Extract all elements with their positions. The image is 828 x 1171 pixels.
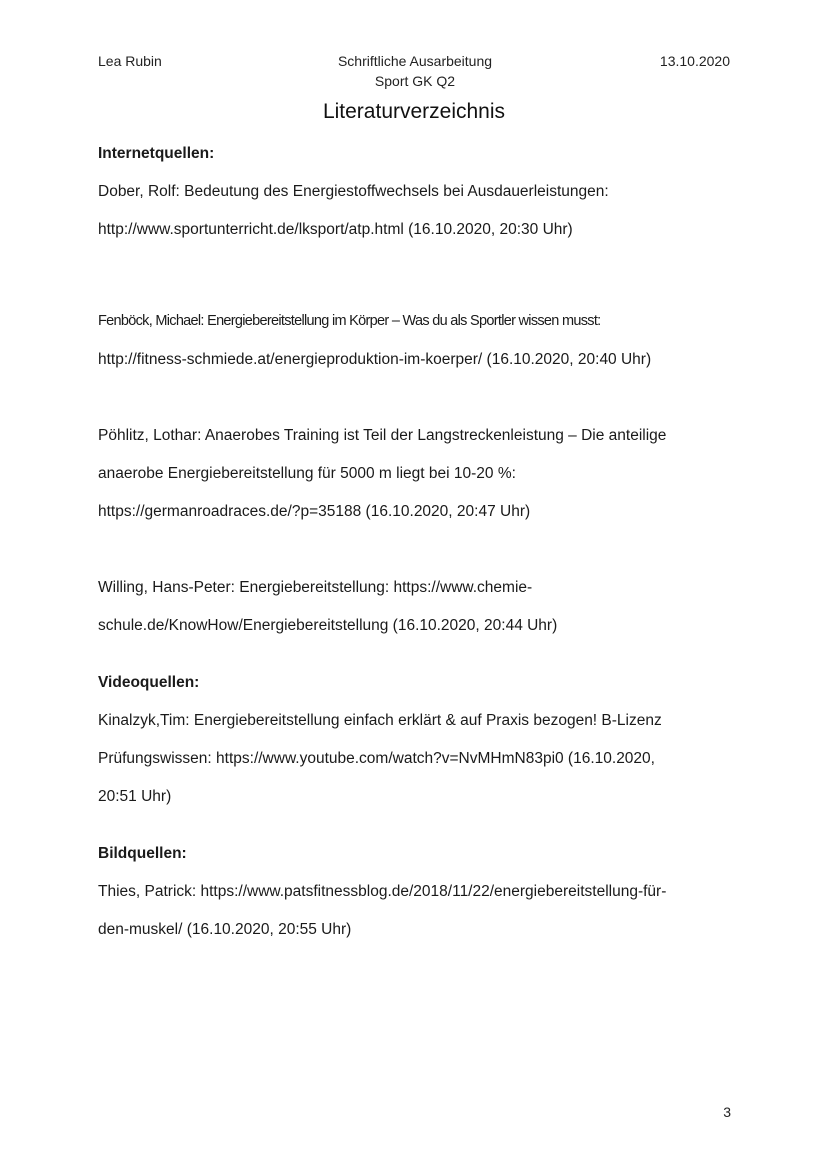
section-heading-video: Videoquellen:	[98, 674, 200, 691]
header-date: 13.10.2020	[659, 53, 730, 69]
section-image-sources	[98, 844, 738, 958]
page-number: 3	[723, 1104, 731, 1120]
entry-url-line: https://germanroadraces.de/?p=35188 (16.10.2020, 20:47 Uhr)	[98, 503, 531, 520]
entry-line: Prüfungswissen: https://www.youtube.com/watch?v=NvMHmN83pi0 (16.10.2020,	[98, 750, 655, 767]
entry-line: Thies, Patrick: https://www.patsfitnessblog.de/2018/11/22/energiebereitstellung-für-	[98, 883, 667, 900]
entry-url-line: schule.de/KnowHow/Energiebereitstellung (16.10.2020, 20:44 Uhr)	[98, 617, 558, 634]
bibliography-entry-thies	[98, 863, 738, 958]
section-internet-sources	[98, 144, 738, 654]
header-title-line1: Schriftliche Ausarbeitung	[337, 53, 493, 69]
entry-url-line: http://www.sportunterricht.de/lksport/atp.html (16.10.2020, 20:30 Uhr)	[98, 221, 573, 238]
section-heading-images: Bildquellen:	[98, 845, 187, 862]
entry-line: den-muskel/ (16.10.2020, 20:55 Uhr)	[98, 921, 352, 938]
entry-line: Dober, Rolf: Bedeutung des Energiestoffwechsels bei Ausdauerleistungen:	[98, 183, 609, 200]
header-title-line2: Sport GK Q2	[374, 73, 456, 89]
entry-line: 20:51 Uhr)	[98, 788, 172, 805]
entry-line: Fenböck, Michael: Energiebereitstellung im Körper – Was du als Sportler wissen musst:	[98, 313, 601, 329]
bibliography-entry-fenboeck	[98, 293, 738, 388]
bibliography-entry-willing	[98, 559, 738, 654]
entry-line: anaerobe Energiebereitstellung für 5000 m liegt bei 10-20 %:	[98, 465, 516, 482]
header-author: Lea Rubin	[98, 53, 162, 69]
bibliography-entry-kinalzyk	[98, 692, 738, 825]
bibliography	[98, 144, 738, 958]
document-title: Literaturverzeichnis	[322, 100, 506, 123]
entry-line: Kinalzyk,Tim: Energiebereitstellung einfach erklärt & auf Praxis bezogen! B-Lizenz	[98, 712, 662, 729]
entry-line: Willing, Hans-Peter: Energiebereitstellung: https://www.chemie-	[98, 579, 533, 596]
bibliography-entry-poehlitz	[98, 407, 738, 540]
header-title	[98, 51, 732, 91]
section-video-sources	[98, 673, 738, 825]
page-header	[98, 51, 732, 91]
section-heading-internet: Internetquellen:	[98, 145, 215, 162]
entry-line: Pöhlitz, Lothar: Anaerobes Training ist Teil der Langstreckenleistung – Die anteilige	[98, 427, 667, 444]
entry-url-line: http://fitness-schmiede.at/energieproduktion-im-koerper/ (16.10.2020, 20:40 Uhr)	[98, 351, 652, 368]
bibliography-entry-dober	[98, 163, 738, 258]
